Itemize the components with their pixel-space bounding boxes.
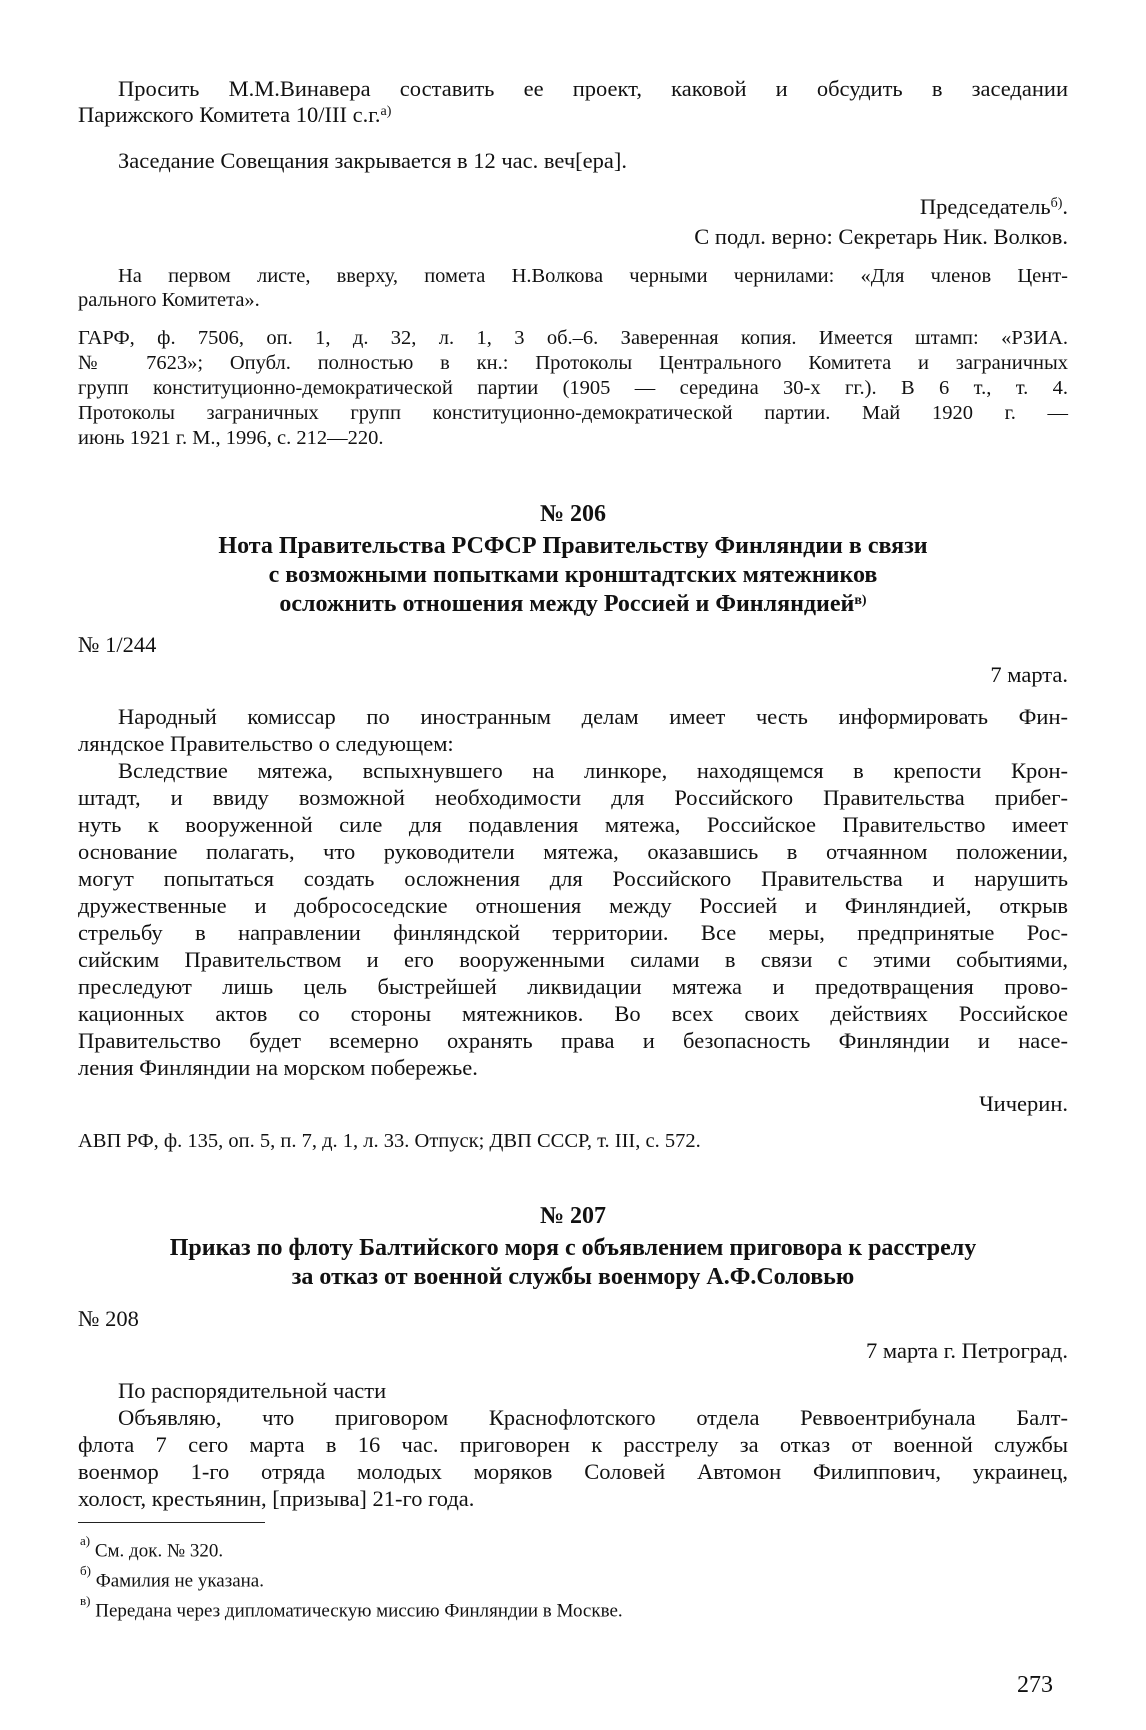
document-number: № 206 bbox=[539, 501, 607, 527]
document-title: за отказ от военной службы военмору А.Ф.Соловью bbox=[291, 1264, 855, 1290]
body-line: сийским Правительством и его вооруженными силами в связи с этими событиями, bbox=[78, 947, 1068, 972]
document-reference: № 1/244 bbox=[78, 632, 157, 657]
source-citation: АВП РФ, ф. 135, оп. 5, п. 7, д. 1, л. 33. Отпуск; ДВП СССР, т. III, с. 572. bbox=[78, 1130, 701, 1152]
body-line: преследуют лишь цель быстрейшей ликвидации мятежа и предотвращения прово- bbox=[78, 974, 1068, 999]
body-line: флота 7 сего марта в 16 час. приговорен к расстрелу за отказ от военной службы bbox=[78, 1432, 1068, 1457]
document-title: Нота Правительства РСФСР Правительству Финляндии в связи bbox=[218, 533, 928, 559]
source-citation: № 7623»; Опубл. полностью в кн.: Протоколы Центрального Комитета и заграничных bbox=[78, 352, 1068, 374]
body-line: холост, крестьянин, [призыва] 21-го года. bbox=[78, 1486, 475, 1511]
document-title: Приказ по флоту Балтийского моря с объявлением приговора к расстрелу bbox=[169, 1235, 977, 1261]
source-citation: групп конституционно-демократической партии (1905 — середина 30-х гг.). В 6 т., т. 4. bbox=[78, 377, 1068, 399]
footnote: $^{а)}$ См. док. № 320. bbox=[80, 1533, 224, 1562]
source-citation: ГАРФ, ф. 7506, оп. 1, д. 32, л. 1, 3 об.–6. Заверенная копия. Имеется штамп: «РЗИА. bbox=[78, 327, 1068, 349]
body-line: дружественные и добрососедские отношения между Россией и Финляндией, открыв bbox=[78, 893, 1068, 918]
body-line: Объявляю, что приговором Краснофлотского отдела Реввоентрибунала Балт- bbox=[118, 1405, 1068, 1430]
footnote-marker: а) bbox=[380, 104, 392, 119]
body-line: ления Финляндии на морском побережье. bbox=[78, 1055, 478, 1080]
body-line: ляндское Правительство о следующем: bbox=[78, 731, 454, 756]
document-reference: № 208 bbox=[78, 1306, 139, 1331]
paragraph-line: Заседание Совещания закрывается в 12 час. веч[ера]. bbox=[118, 148, 627, 173]
body-line: Вследствие мятежа, вспыхнувшего на линкоре, находящемся в крепости Крон- bbox=[118, 758, 1068, 783]
body-line: основание полагать, что руководители мятежа, оказавшись в отчаянном положении, bbox=[78, 839, 1068, 864]
document-number: № 207 bbox=[539, 1203, 607, 1229]
footnote: $^{в)}$ Передана через дипломатическую миссию Финляндии в Москве. bbox=[80, 1593, 623, 1622]
body-line: нуть к вооруженной силе для подавления мятежа, Российское Правительство имеет bbox=[78, 812, 1068, 837]
footnote-rule bbox=[78, 1522, 265, 1523]
certification-line: С подл. верно: Секретарь Ник. Волков. bbox=[694, 224, 1068, 249]
body-line: штадт, и ввиду возможной необходимости для Российского Правительства прибег- bbox=[78, 785, 1068, 810]
signature: Чичерин. bbox=[979, 1091, 1068, 1116]
section-heading: По распорядительной части bbox=[118, 1378, 387, 1403]
document-title: с возможными попытками кронштадтских мятежников bbox=[268, 562, 878, 588]
page-number: 273 bbox=[1017, 1672, 1053, 1698]
paragraph-line: Просить М.М.Винавера составить ее проект, каковой и обсудить в заседании bbox=[118, 76, 1068, 101]
archival-note: На первом листе, вверху, помета Н.Волкова черными чернилами: «Для членов Цент- bbox=[118, 265, 1068, 287]
source-citation: Протоколы заграничных групп конституционно-демократической партии. Май 1920 г. — bbox=[78, 402, 1068, 424]
archival-note: рального Комитета». bbox=[78, 289, 260, 311]
body-line: Правительство будет всемерно охранять права и безопасность Финляндии и насе- bbox=[78, 1028, 1068, 1053]
document-title: осложнить отношения между Россией и Финляндией$^{в)}$ bbox=[279, 591, 867, 617]
body-line: военмор 1-го отряда молодых моряков Соловей Автомон Филиппович, украинец, bbox=[78, 1459, 1068, 1484]
footnote-marker: в) bbox=[854, 593, 867, 608]
chairman-line: Председатель$^{б)}$. bbox=[919, 194, 1068, 219]
document-date: 7 марта. bbox=[990, 662, 1068, 687]
source-citation: июнь 1921 г. М., 1996, с. 212—220. bbox=[78, 427, 384, 449]
document-date: 7 марта г. Петроград. bbox=[866, 1338, 1068, 1363]
footnote-marker: б) bbox=[1050, 196, 1063, 211]
body-line: кационных актов со стороны мятежников. Во всех своих действиях Российское bbox=[78, 1001, 1068, 1026]
paragraph-line: Парижского Комитета 10/III с.г.$^{а)}$ bbox=[78, 102, 392, 127]
body-line: стрельбу в направлении финляндской территории. Все меры, предпринятые Рос- bbox=[78, 920, 1068, 945]
footnote: $^{б)}$ Фамилия не указана. bbox=[80, 1563, 264, 1592]
body-line: Народный комиссар по иностранным делам имеет честь информировать Фин- bbox=[118, 704, 1068, 729]
body-line: могут попытаться создать осложнения для Российского Правительства и нарушить bbox=[78, 866, 1068, 891]
